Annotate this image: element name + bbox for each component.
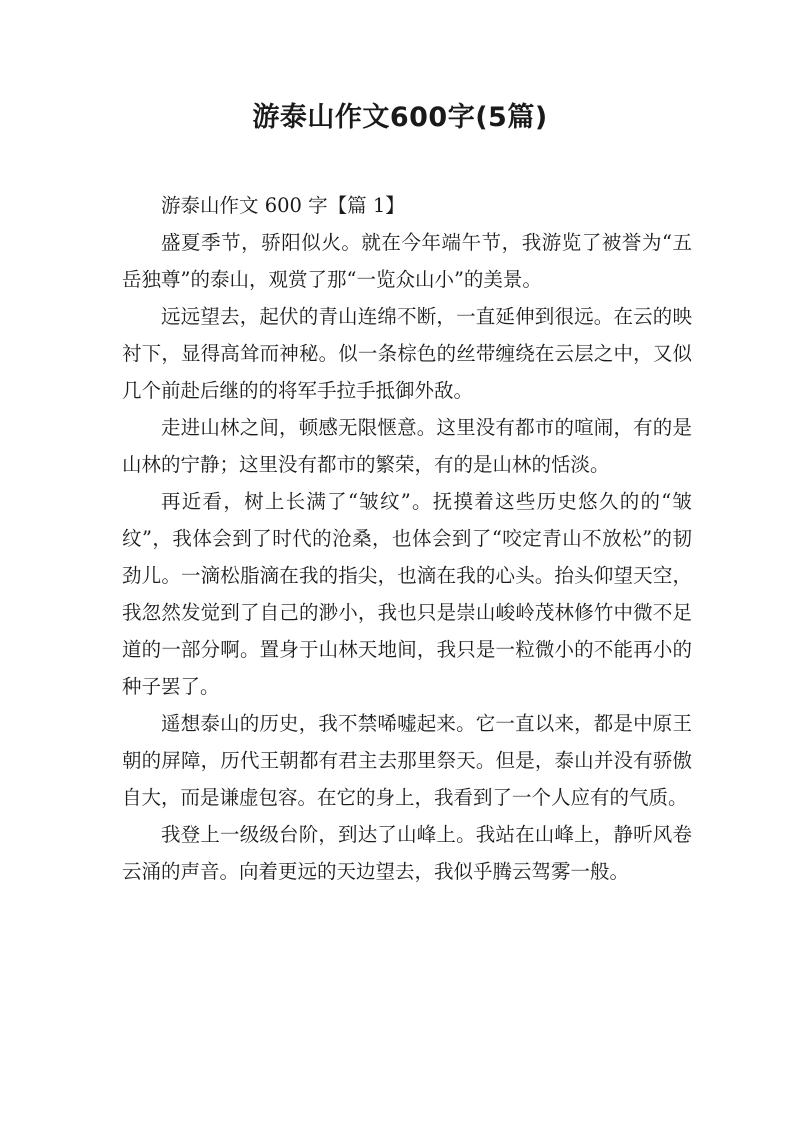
- section-heading: 游泰山作文 600 字【篇 1】: [161, 194, 405, 217]
- document-title: 游泰山作文600字(5篇): [252, 102, 548, 133]
- paragraph-6: 我登上一级级台阶，到达了山峰上。我站在山峰上，静听风卷云涌的声音。向着更远的天边望去，我似乎腾云驾雾一般。: [122, 823, 692, 883]
- paragraph-5: 遥想泰山的历史，我不禁唏嘘起来。它一直以来，都是中原王朝的屏障，历代王朝都有君主去那里祭天。但是，泰山并没有骄傲自大，而是谦虚包容。在它的身上，我看到了一个人应有的气质。: [122, 712, 692, 809]
- paragraph-1: 盛夏季节，骄阳似火。就在今年端午节，我游览了被誉为“五岳独尊”的泰山，观赏了那“一览众山小”的美景。: [122, 231, 692, 291]
- paragraph-3: 走进山林之间，顿感无限惬意。这里没有都市的喧闹，有的是山林的宁静；这里没有都市的繁荣，有的是山林的恬淡。: [122, 416, 692, 476]
- paragraph-4: 再近看，树上长满了“皱纹”。抚摸着这些历史悠久的的“皱纹”，我体会到了时代的沧桑，也体会到了“咬定青山不放松”的韧劲儿。一滴松脂滴在我的指尖，也滴在我的心头。抬头仰望天空，我忽然发觉到了自己的渺小，我也只是崇山峻岭茂林修竹中微不足道的一部分啊。置身于山林天地间，我只是一粒微小的不能再小的种子罢了。: [122, 490, 692, 698]
- paragraph-2: 远远望去，起伏的青山连绵不断，一直延伸到很远。在云的映衬下，显得高耸而神秘。似一条棕色的丝带缠绕在云层之中，又似几个前赴后继的的将军手拉手抵御外敌。: [122, 305, 692, 402]
- document-body: [122, 187, 692, 890]
